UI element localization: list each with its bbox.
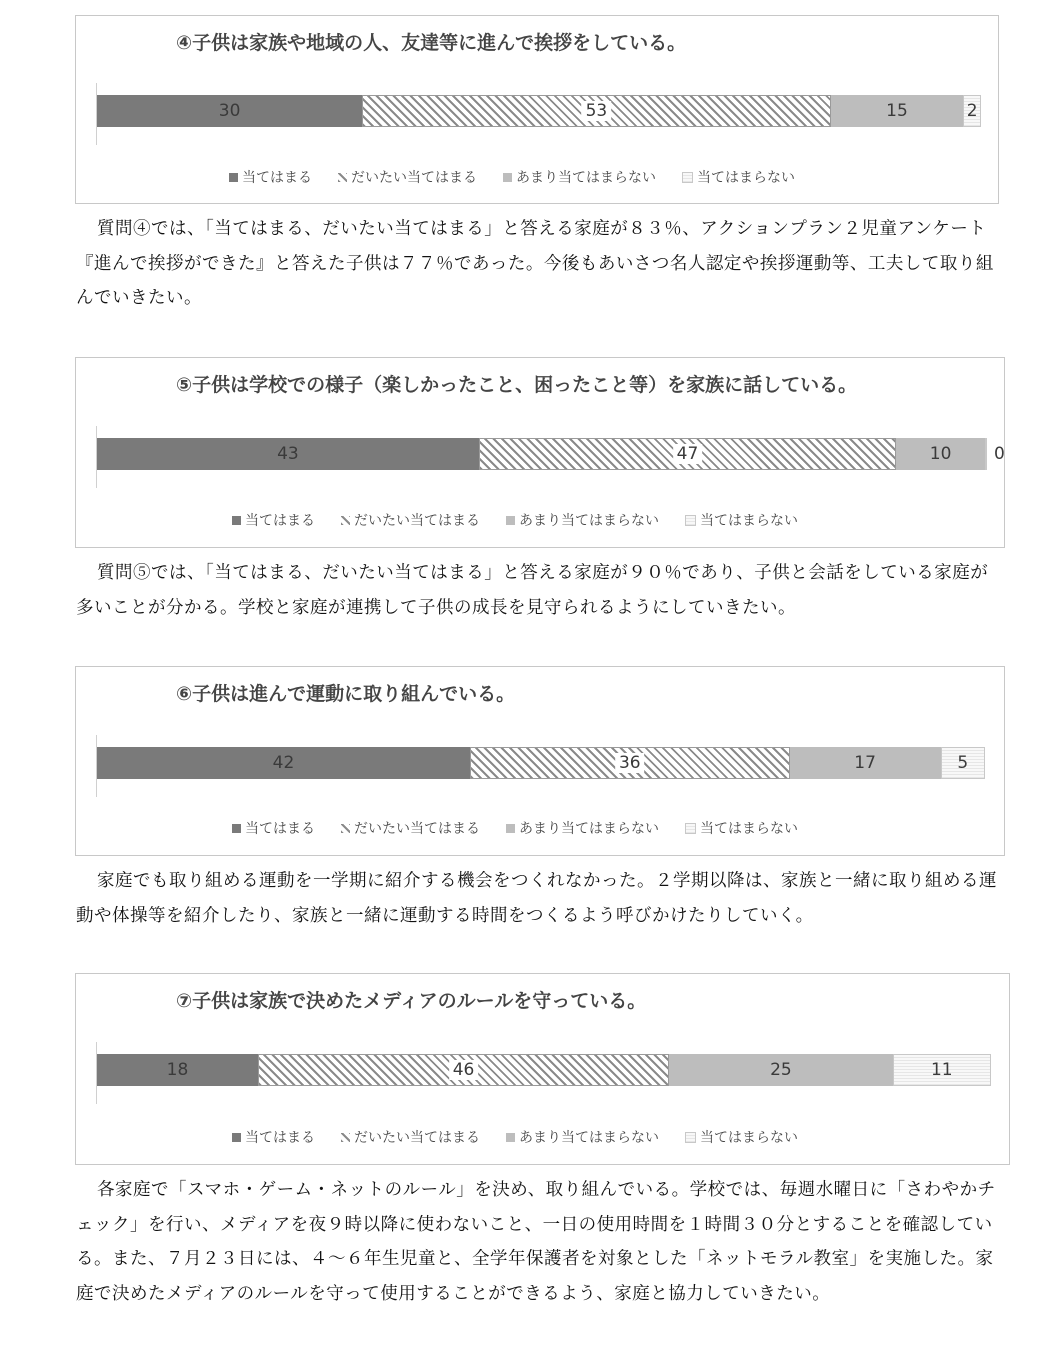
bar-segment: [97, 1054, 258, 1086]
chart-6: [75, 666, 1005, 856]
bar-area: [96, 434, 1005, 488]
legend: [232, 510, 798, 530]
chart-title: ⑤子供は学校での様子（楽しかったこと、困ったこと等）を家族に話している。: [176, 374, 858, 396]
bar-segment: [258, 1054, 669, 1086]
legend-swatch: [682, 172, 693, 183]
legend-label: 当てはまる: [245, 821, 315, 837]
chart-title: ⑦子供は家族で決めたメディアのルールを守っている。: [176, 990, 647, 1012]
data-label: 47: [673, 444, 703, 464]
data-label: 30: [218, 101, 241, 121]
data-label: 42: [272, 753, 295, 773]
legend-swatch: [232, 824, 241, 833]
legend-item: [229, 167, 312, 187]
bar-segment: [790, 747, 941, 779]
legend-swatch: [685, 1132, 696, 1143]
legend-label: あまり当てはまらない: [519, 513, 659, 529]
legend-label: 当てはまる: [245, 513, 315, 529]
data-label: 43: [277, 444, 299, 464]
data-label: 25: [770, 1060, 792, 1080]
bar-segment: [985, 438, 1005, 470]
legend-swatch: [506, 824, 515, 833]
bar-segment: [97, 95, 362, 127]
legend-item: [341, 818, 480, 838]
bar-segment: [362, 95, 831, 127]
legend-item: [341, 1127, 480, 1147]
stacked-bar: [97, 1054, 991, 1086]
data-label: 53: [582, 101, 612, 121]
legend-item: [232, 1127, 315, 1147]
bar-segment: [941, 747, 985, 779]
data-label: 15: [886, 101, 908, 121]
legend-label: だいたい当てはまる: [351, 170, 477, 186]
legend: [232, 818, 798, 838]
bar-segment: [669, 1054, 893, 1086]
legend-label: だいたい当てはまる: [354, 513, 480, 529]
data-label: 11: [930, 1060, 953, 1080]
legend-item: [503, 167, 656, 187]
data-label: 36: [615, 753, 645, 773]
bar-segment: [97, 747, 470, 779]
legend-label: あまり当てはまらない: [519, 1130, 659, 1146]
legend-label: 当てはまる: [242, 170, 312, 186]
legend-item: [685, 510, 798, 530]
data-label: 0: [993, 444, 1005, 464]
legend-item: [506, 1127, 659, 1147]
legend-item: [341, 510, 480, 530]
legend-label: あまり当てはまらない: [519, 821, 659, 837]
legend: [232, 1127, 798, 1147]
chart-title: ④子供は家族や地域の人、友達等に進んで挨拶をしている。: [176, 32, 687, 54]
data-label: 2: [966, 101, 978, 121]
stacked-bar: [97, 747, 985, 779]
legend-swatch: [338, 173, 347, 182]
legend-item: [232, 818, 315, 838]
legend-item: [682, 167, 795, 187]
chart-5: [75, 357, 1005, 548]
legend-label: 当てはまらない: [700, 821, 798, 837]
data-label: 46: [449, 1060, 479, 1080]
bar-area: [96, 1050, 991, 1104]
legend-item: [338, 167, 477, 187]
legend-label: 当てはまらない: [697, 170, 795, 186]
legend-swatch: [229, 173, 238, 182]
stacked-bar: [97, 438, 1005, 470]
legend-swatch: [232, 1133, 241, 1142]
legend-label: 当てはまらない: [700, 1130, 798, 1146]
bar-segment: [896, 438, 985, 470]
legend-item: [506, 510, 659, 530]
legend-swatch: [506, 516, 515, 525]
paragraph: 家庭でも取り組める運動を一学期に紹介する機会をつくれなかった。２学期以降は、家族と一緒に取り組める運動や体操等を紹介したり、家族と一緒に運動する時間をつくるよう呼びかけたりしていく。: [76, 871, 997, 926]
legend-item: [232, 510, 315, 530]
bar-segment: [479, 438, 896, 470]
bar-area: [96, 91, 981, 145]
legend-item: [685, 1127, 798, 1147]
legend-label: だいたい当てはまる: [354, 821, 480, 837]
stacked-bar: [97, 95, 981, 127]
legend-label: 当てはまる: [245, 1130, 315, 1146]
legend-swatch: [503, 173, 512, 182]
bar-segment: [831, 95, 964, 127]
bar-area: [96, 743, 985, 797]
legend-label: あまり当てはまらない: [516, 170, 656, 186]
legend-swatch: [341, 1133, 350, 1142]
bar-segment: [97, 438, 479, 470]
chart-7: [75, 973, 1010, 1165]
bar-segment: [893, 1054, 991, 1086]
legend-swatch: [232, 516, 241, 525]
legend-item: [685, 818, 798, 838]
data-label: 5: [957, 753, 969, 773]
legend-swatch: [685, 823, 696, 834]
legend-swatch: [341, 824, 350, 833]
chart-title: ⑥子供は進んで運動に取り組んでいる。: [176, 683, 516, 705]
chart-4: [75, 15, 999, 204]
paragraph: 各家庭で「スマホ・ゲーム・ネットのルール」を決め、取り組んでいる。学校では、毎週水曜日に「さわやかチェック」を行い、メディアを夜９時以降に使わないこと、一日の使用時間を１時間３０分とすることを確認している。また、７月２３日には、４～６年生児童と、全学年保護者を対象とした「ネットモラル教室」を実施した。家庭で決めたメディアのルールを守って使用することができるよう、家庭と協力していきたい。: [76, 1180, 996, 1304]
legend-swatch: [506, 1133, 515, 1142]
legend: [229, 167, 795, 187]
legend-item: [506, 818, 659, 838]
data-label: 10: [929, 444, 952, 464]
legend-swatch: [685, 515, 696, 526]
bar-segment: [963, 95, 981, 127]
legend-label: 当てはまらない: [700, 513, 798, 529]
paragraph: 質問⑤では、「当てはまる、だいたい当てはまる」と答える家庭が９０％であり、子供と会話をしている家庭が多いことが分かる。学校と家庭が連携して子供の成長を見守られるようにしていきたい。: [76, 563, 989, 618]
legend-label: だいたい当てはまる: [354, 1130, 480, 1146]
data-label: 17: [854, 753, 876, 773]
legend-swatch: [341, 516, 350, 525]
data-label: 18: [166, 1060, 189, 1080]
bar-segment: [470, 747, 790, 779]
paragraph: 質問④では、「当てはまる、だいたい当てはまる」と答える家庭が８３％、アクションプラン２児童アンケート『進んで挨拶ができた』と答えた子供は７７％であった。今後もあいさつ名人認定や挨拶運動等、工夫して取り組んでいきたい。: [76, 219, 994, 308]
